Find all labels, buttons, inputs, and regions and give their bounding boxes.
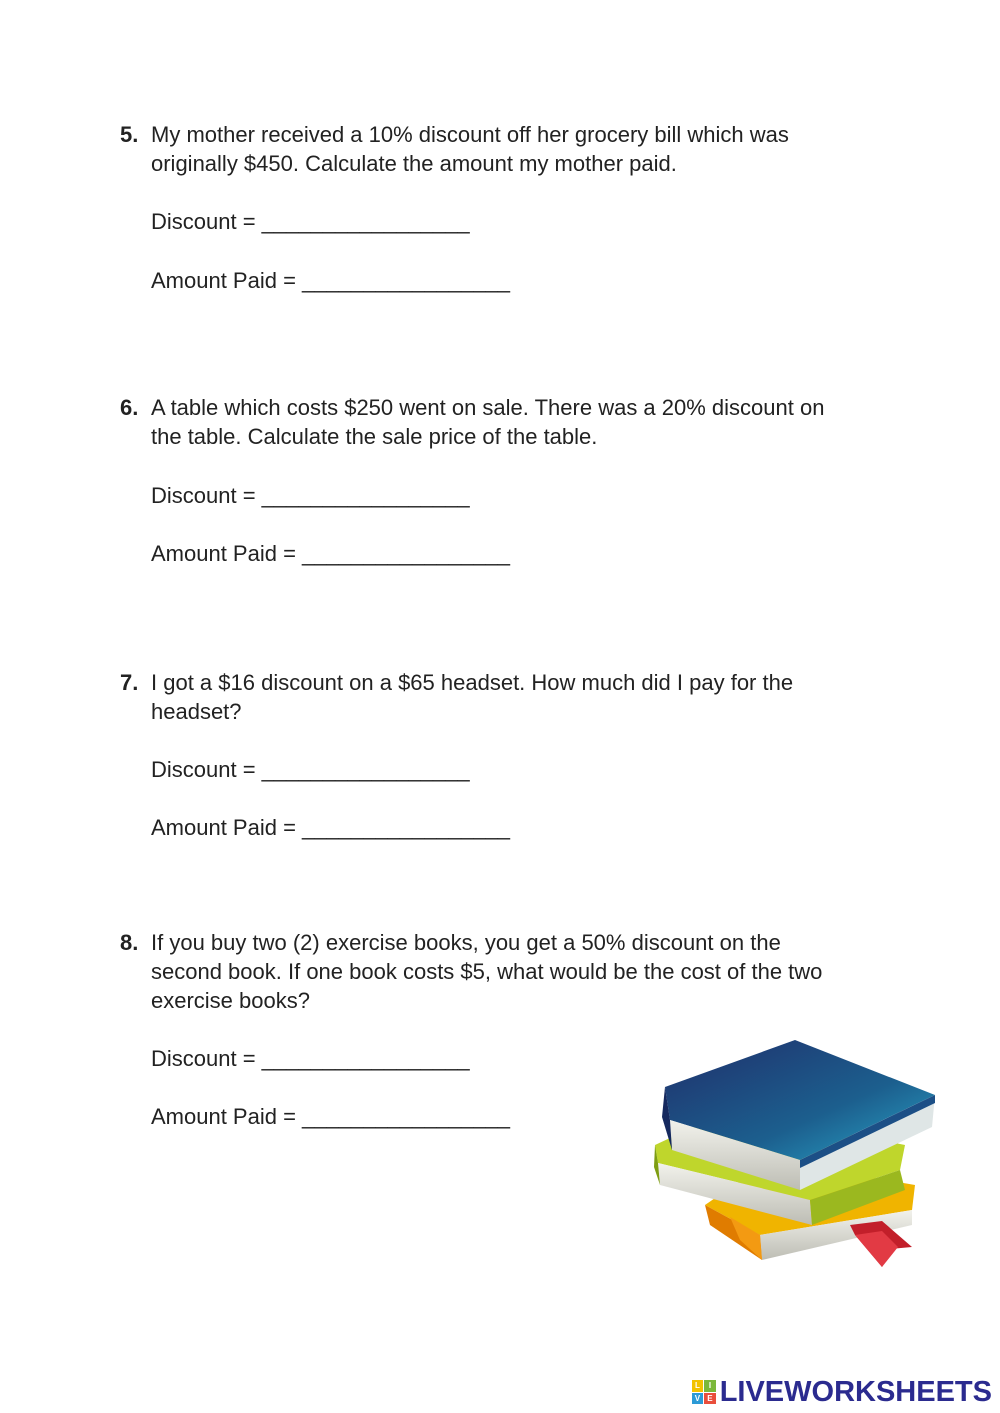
- question-6: [120, 393, 900, 451]
- amount-paid-answer-line[interactable]: Amount Paid = _________________: [151, 1104, 511, 1129]
- question-number: 5.: [120, 122, 139, 147]
- question-text-line: exercise books?: [151, 988, 310, 1013]
- question-number: 7.: [120, 670, 139, 695]
- question-text-line: A table which costs $250 went on sale. There was a 20% discount on: [151, 395, 825, 420]
- question-7: [120, 668, 900, 726]
- discount-answer-line[interactable]: Discount = _________________: [151, 209, 470, 234]
- discount-answer-line[interactable]: Discount = _________________: [151, 757, 470, 782]
- question-5: [120, 120, 900, 178]
- question-text-line: headset?: [151, 699, 242, 724]
- amount-paid-answer-line[interactable]: Amount Paid = _________________: [151, 541, 511, 566]
- amount-paid-answer-line[interactable]: Amount Paid = _________________: [151, 268, 511, 293]
- stack-of-books-icon: [650, 1035, 940, 1275]
- discount-answer-line[interactable]: Discount = _________________: [151, 483, 470, 508]
- brand-name: LIVEWORKSHEETS: [719, 1375, 992, 1408]
- question-text-line: the table. Calculate the sale price of the table.: [151, 424, 598, 449]
- discount-answer-line[interactable]: Discount = _________________: [151, 1046, 470, 1071]
- question-number: 6.: [120, 395, 139, 420]
- question-number: 8.: [120, 930, 139, 955]
- liveworksheets-logo-icon: L I V E: [692, 1380, 716, 1404]
- question-text-line: second book. If one book costs $5, what would be the cost of the two: [151, 959, 823, 984]
- amount-paid-answer-line[interactable]: Amount Paid = _________________: [151, 815, 511, 840]
- question-text-line: My mother received a 10% discount off her grocery bill which was: [151, 122, 789, 147]
- question-8: [120, 928, 900, 1015]
- question-text-line: If you buy two (2) exercise books, you get a 50% discount on the: [151, 930, 781, 955]
- liveworksheets-logo: [692, 1375, 992, 1409]
- question-text-line: originally $450. Calculate the amount my mother paid.: [151, 151, 677, 176]
- question-text-line: I got a $16 discount on a $65 headset. How much did I pay for the: [151, 670, 794, 695]
